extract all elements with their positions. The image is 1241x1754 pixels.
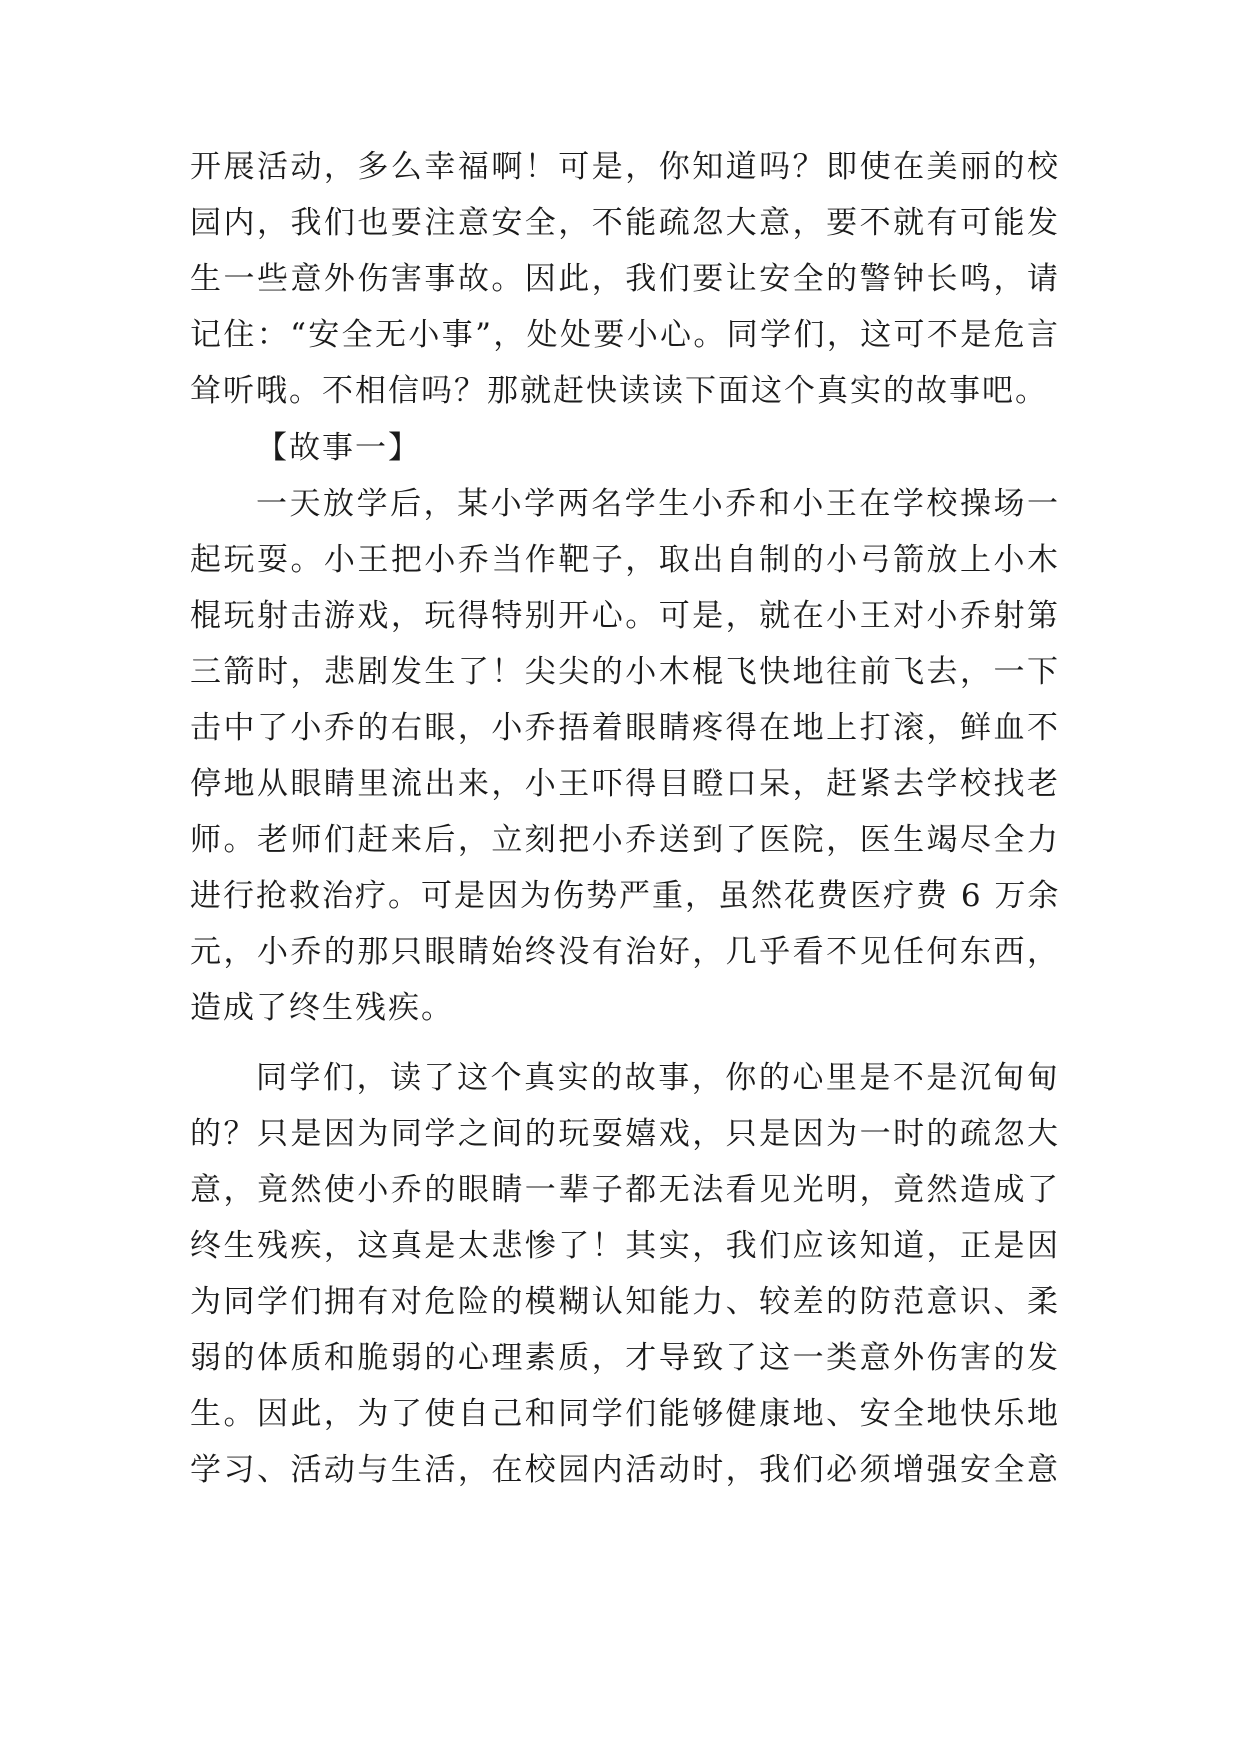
text-line: 师。老师们赶来后，立刻把小乔送到了医院，医生竭尽全力 (190, 822, 1060, 858)
text-line: 园内，我们也要注意安全，不能疏忽大意，要不就有可能发 (190, 205, 1060, 241)
text-line: 记住：“安全无小事”，处处要小心。同学们，这可不是危言 (190, 317, 1060, 353)
text-line: 三箭时，悲剧发生了！尖尖的小木棍飞快地往前飞去，一下 (190, 654, 1060, 690)
text-line: 终生残疾，这真是太悲惨了！其实，我们应该知道，正是因 (190, 1228, 1060, 1264)
text-line: 一天放学后，某小学两名学生小乔和小王在学校操场一 (256, 486, 1060, 522)
text-line: 耸听哦。不相信吗？那就赶快读读下面这个真实的故事吧。 (190, 373, 1048, 409)
text-line: 生一些意外伤害事故。因此，我们要让安全的警钟长鸣，请 (190, 261, 1060, 297)
text-line: 停地从眼睛里流出来，小王吓得目瞪口呆，赶紧去学校找老 (190, 766, 1060, 802)
section-heading: 【故事一】 (256, 430, 421, 466)
text-line: 为同学们拥有对危险的模糊认知能力、较差的防范意识、柔 (190, 1284, 1060, 1320)
text-line: 起玩耍。小王把小乔当作靶子，取出自制的小弓箭放上小木 (190, 542, 1060, 578)
text-line: 学习、活动与生活，在校园内活动时，我们必须增强安全意 (190, 1452, 1060, 1488)
text-line: 元，小乔的那只眼睛始终没有治好，几乎看不见任何东西， (190, 934, 1060, 970)
text-line: 开展活动，多么幸福啊！可是，你知道吗？即使在美丽的校 (190, 149, 1060, 185)
text-line: 同学们，读了这个真实的故事，你的心里是不是沉甸甸 (256, 1060, 1060, 1096)
text-line: 意，竟然使小乔的眼睛一辈子都无法看见光明，竟然造成了 (190, 1172, 1060, 1208)
text-line: 的？只是因为同学之间的玩耍嬉戏，只是因为一时的疏忽大 (190, 1116, 1060, 1152)
text-line: 生。因此，为了使自己和同学们能够健康地、安全地快乐地 (190, 1396, 1060, 1432)
text-line: 击中了小乔的右眼，小乔捂着眼睛疼得在地上打滚，鲜血不 (190, 710, 1060, 746)
text-line: 造成了终生残疾。 (190, 990, 454, 1026)
text-line: 弱的体质和脆弱的心理素质，才导致了这一类意外伤害的发 (190, 1340, 1060, 1376)
text-line: 棍玩射击游戏，玩得特别开心。可是，就在小王对小乔射第 (190, 598, 1060, 634)
text-line: 进行抢救治疗。可是因为伤势严重，虽然花费医疗费 6 万余 (190, 878, 1061, 914)
